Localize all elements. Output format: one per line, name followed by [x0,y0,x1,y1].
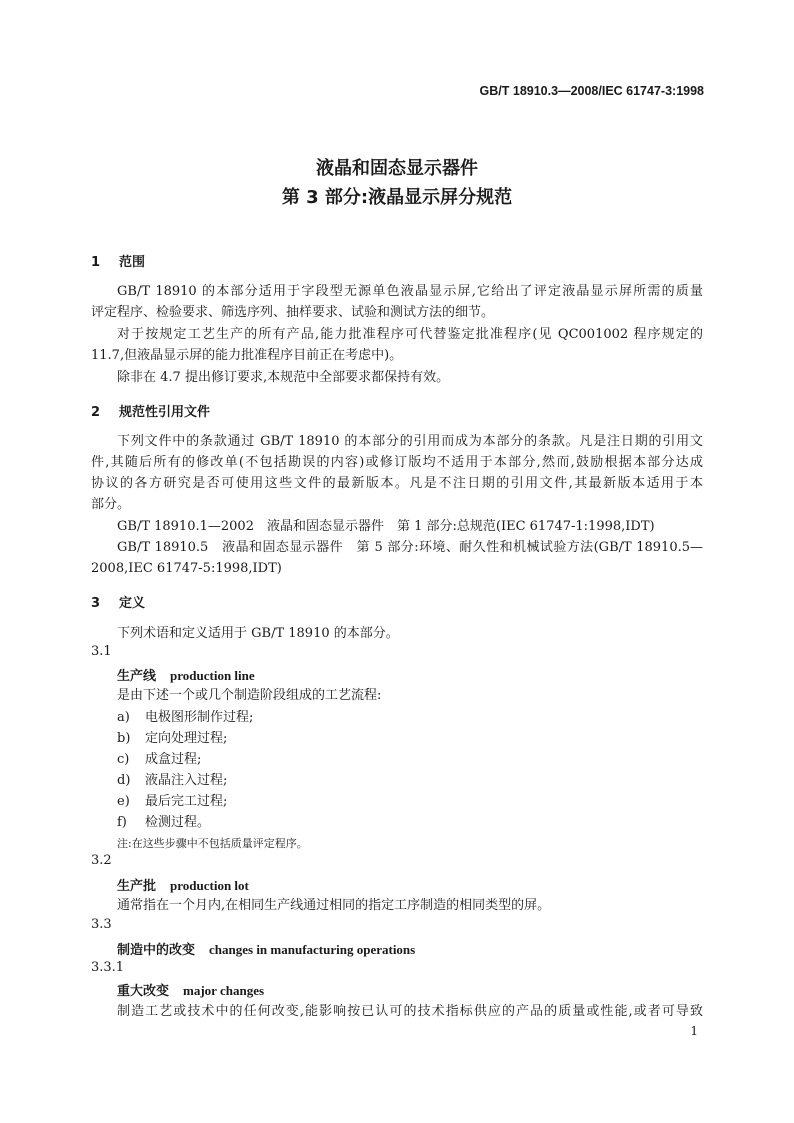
reference-gbt-18910-1: GB/T 18910.1—2002 液晶和固态显示器件 第 1 部分:总规范(IEC 61747-1:1998,IDT) [117,519,655,534]
term-zh: 重大改变 [117,984,170,999]
section-title: 规范性引用文件 [119,405,211,420]
s1-paragraph1-line1: GB/T 18910 的本部分适用于字段型无源单色液晶显示屏,它给出了评定液晶显示屏所需的质量 [117,284,703,299]
page-number: 1 [690,1024,698,1038]
clause-number-3-3: 3.3 [91,917,112,932]
section-title: 定义 [119,596,146,611]
s1-paragraph2-line2: 11.7,但液晶显示屏的能力批准程序目前正在考虑中)。 [91,348,403,363]
term-major-changes [117,980,264,999]
reference-gbt-18910-5-line2: 2008,IEC 61747-5:1998,IDT) [91,561,282,576]
clause-number-3-2: 3.2 [91,853,112,868]
term-zh: 生产线 [117,669,157,684]
section-number: 1 [91,255,101,270]
note: 注:在这些步骤中不包括质量评定程序。 [117,837,308,850]
definition-text: 制造工艺或技术中的任何改变,能影响按已认可的技术指标供应的产品的质量或性能,或者可导致 [117,1004,703,1019]
s2-paragraph-line4: 部分。 [91,497,131,512]
s2-paragraph-line2: 件,其随后所有的修改单(不包括勘误的内容)或修订版均不适用于本部分,然而,鼓励根据本部分达成 [91,455,703,470]
definition-text: 通常指在一个月内,在相同生产线通过相同的指定工序制造的相同类型的屏。 [117,898,551,913]
section-heading-normative-references [91,401,210,420]
list-item: e) 最后完工过程; [117,794,228,809]
s1-paragraph3: 除非在 4.7 提出修订要求,本规范中全部要求都保持有效。 [117,370,450,385]
list-item: f) 检测过程。 [117,815,211,830]
section-number: 2 [91,405,101,420]
term-zh: 生产批 [117,879,157,894]
s1-paragraph2-line1: 对于按规定工艺生产的所有产品,能力批准程序可代替鉴定批准程序(见 QC001002 程序规定的 [117,327,703,342]
section-heading-definitions [91,592,145,611]
term-changes-in-manufacturing [117,939,415,958]
section-title: 范围 [119,255,146,270]
section-heading-scope [91,251,145,270]
list-item: c) 成盒过程; [117,752,202,767]
reference-gbt-18910-5-line1: GB/T 18910.5 液晶和固态显示器件 第 5 部分:环境、耐久性和机械试验方法(GB/T 18910.5— [117,540,703,555]
clause-number-3-1: 3.1 [91,644,112,659]
standard-code: GB/T 18910.3—2008/IEC 61747-3:1998 [479,84,704,98]
term-zh: 制造中的改变 [117,943,196,958]
definition-text: 是由下述一个或几个制造阶段组成的工艺流程: [117,688,382,703]
s3-intro: 下列术语和定义适用于 GB/T 18910 的本部分。 [117,626,399,641]
section-number: 3 [91,596,101,611]
s2-paragraph-line3: 协议的各方研究是否可使用这些文件的最新版本。凡是不注日期的引用文件,其最新版本适用于本 [91,476,703,491]
list-item: b) 定向处理过程; [117,731,228,746]
term-en: production line [170,668,255,683]
term-production-lot [117,875,249,894]
s2-paragraph-line1: 下列文件中的条款通过 GB/T 18910 的本部分的引用而成为本部分的条款。凡是注日期的引用文 [117,434,703,449]
clause-number-3-3-1: 3.3.1 [91,960,125,975]
term-en: major changes [183,983,265,998]
document-title-line2: 第 3 部分:液晶显示屏分规范 [281,187,513,208]
term-production-line [117,665,255,684]
s1-paragraph1-line2: 评定程序、检验要求、筛选序列、抽样要求、试验和测试方法的细节。 [91,305,495,320]
list-item: a) 电极图形制作过程; [117,710,254,725]
document-title-line1: 液晶和固态显示器件 [316,158,478,179]
term-en: production lot [170,878,249,893]
list-item: d) 液晶注入过程; [117,773,228,788]
term-en: changes in manufacturing operations [209,942,416,957]
